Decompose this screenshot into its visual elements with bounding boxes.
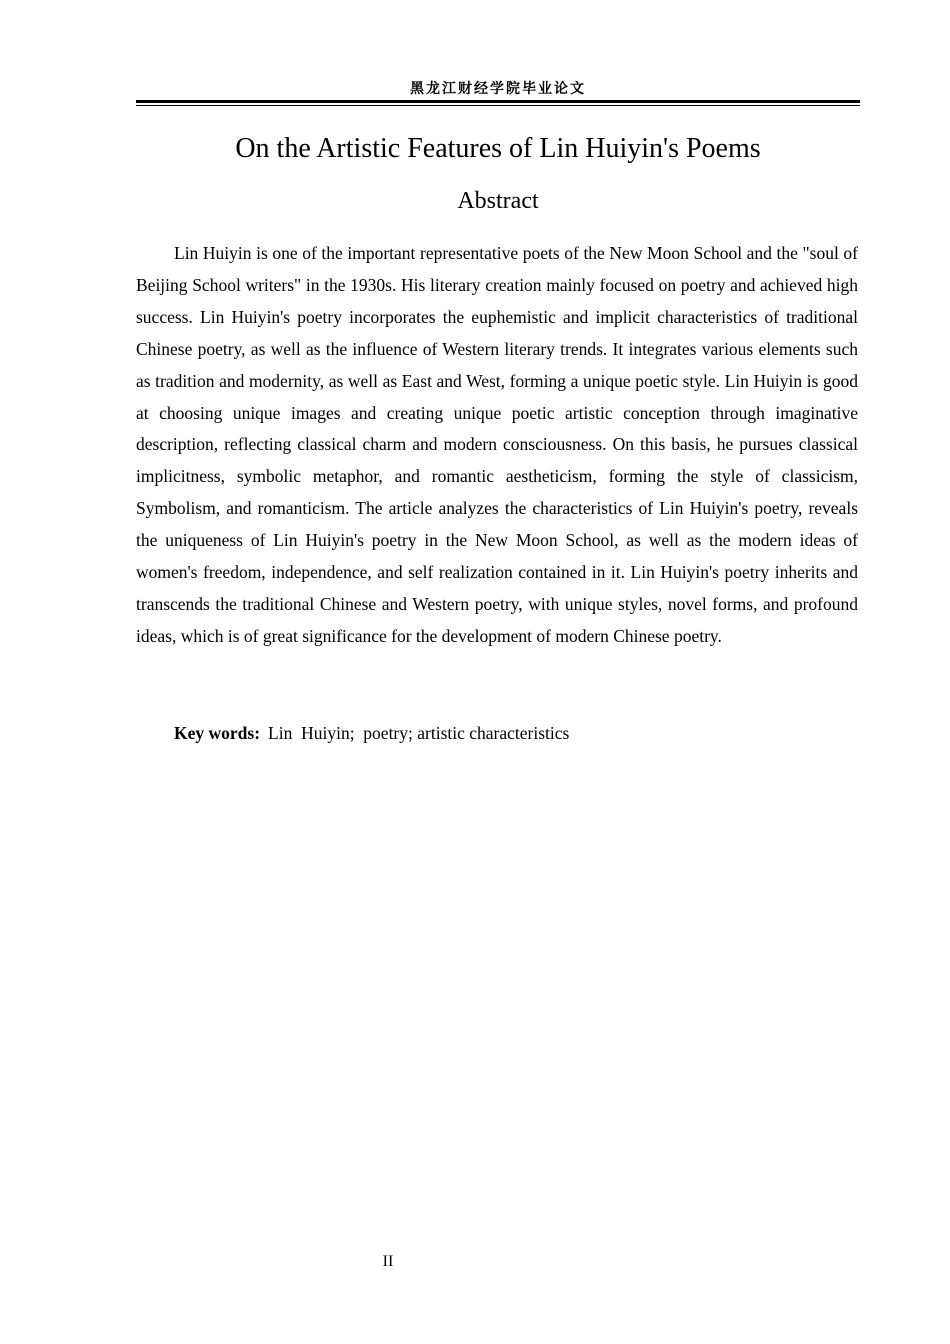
- keywords-line: [174, 717, 858, 749]
- keywords-label: Key words:: [174, 723, 261, 743]
- running-header: 黑龙江财经学院毕业论文: [410, 81, 586, 97]
- paper-title: On the Artistic Features of Lin Huiyin's Poems: [235, 133, 761, 164]
- abstract-paragraph: Lin Huiyin is one of the important representative poets of the New Moon School and the "soul of Beijing School writers" in the 1930s. His literary creation mainly focused on poetry and achieved high success. Lin Huiyin's poetry incorporates the euphemistic and implicit characteristics of traditional Chinese poetry, as well as the influence of Western literary trends. It integrates various elements such as tradition and modernity, as well as East and West, forming a unique poetic style. Lin Huiyin is good at choosing unique images and creating unique poetic artistic conception through imaginative description, reflecting classical charm and modern consciousness. On this basis, he pursues classical implicitness, symbolic metaphor, and romantic aestheticism, forming the style of classicism, Symbolism, and romanticism. The article analyzes the characteristics of Lin Huiyin's poetry, reveals the uniqueness of Lin Huiyin's poetry in the New Moon School, as well as the modern ideas of women's freedom, independence, and self realization contained in it. Lin Huiyin's poetry inherits and transcends the traditional Chinese and Western poetry, with unique styles, novel forms, and profound ideas, which is of great significance for the development of modern Chinese poetry.: [136, 243, 858, 646]
- keywords-text: Lin Huiyin; poetry; artistic characteristics: [268, 723, 570, 743]
- abstract-heading: Abstract: [457, 188, 539, 214]
- header-double-rule: [136, 100, 860, 106]
- page-number: II: [382, 1253, 394, 1270]
